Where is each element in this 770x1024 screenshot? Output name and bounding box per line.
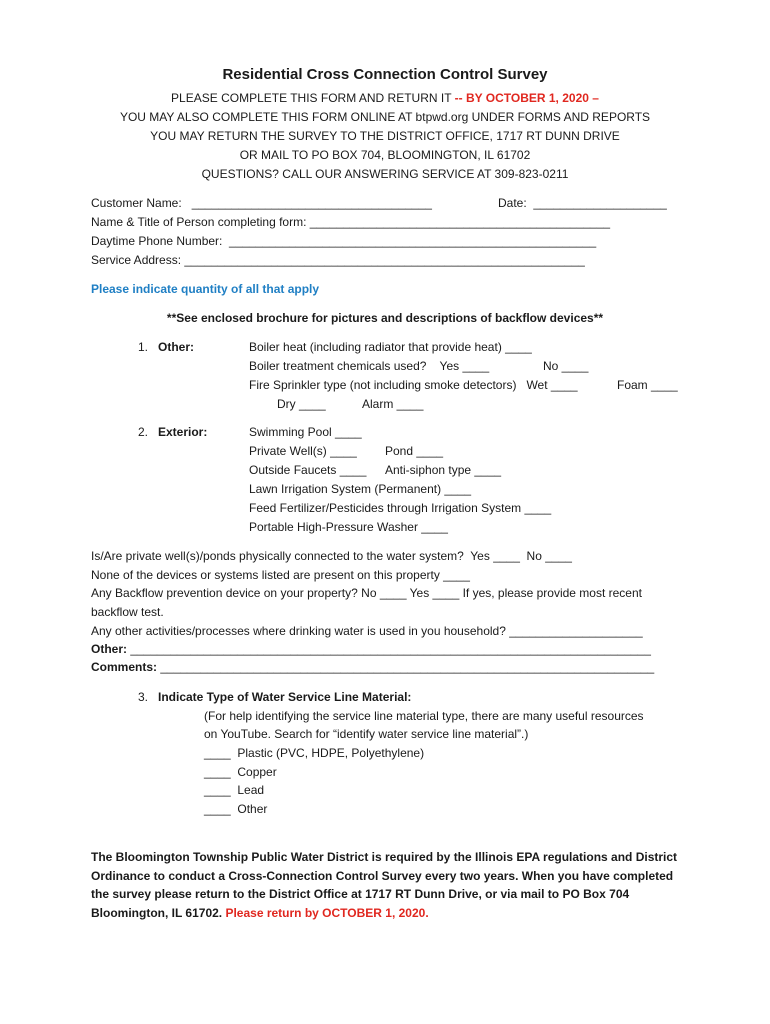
anti-siphon-item[interactable]: Anti-siphon type ____	[385, 463, 502, 477]
address-field[interactable]: Service Address: ____________________________________________________________	[91, 253, 585, 267]
footer-line-4-text: Bloomington, IL 61702.	[91, 905, 226, 920]
footer-paragraph	[91, 848, 691, 922]
other-activities-question[interactable]: Any other activities/processes where drinking water is used in you household? ____________________	[91, 624, 643, 638]
footer-line-4	[91, 904, 691, 923]
material-option-lead[interactable]: ____ Lead	[204, 783, 265, 797]
comments-label: Comments:	[91, 660, 158, 674]
boiler-chemicals-item[interactable]: Boiler treatment chemicals used? Yes ____	[249, 359, 490, 373]
section-2-label: Exterior:	[158, 425, 208, 439]
quantity-instruction: Please indicate quantity of all that apply	[91, 282, 320, 296]
boiler-heat-item[interactable]: Boiler heat (including radiator that provide heat) ____	[249, 340, 532, 354]
private-wells-item[interactable]: Private Well(s) ____	[249, 444, 357, 458]
customer-name-field[interactable]: Customer Name: ____________________________________	[91, 196, 432, 210]
header-line-1-text: PLEASE COMPLETE THIS FORM AND RETURN IT	[171, 91, 455, 105]
backflow-device-question[interactable]: Any Backflow prevention device on your property? No ____ Yes ____ If yes, please provide most recent	[91, 586, 642, 600]
section-2-number: 2.	[138, 425, 149, 439]
lawn-irrigation-item[interactable]: Lawn Irrigation System (Permanent) ____	[249, 482, 472, 496]
fire-sprinkler-item[interactable]: Fire Sprinkler type (not including smoke detectors) Wet ____	[249, 378, 578, 392]
fire-sprinkler-foam[interactable]: Foam ____	[617, 378, 678, 392]
name-title-field[interactable]: Name & Title of Person completing form: _____________________________________________	[91, 215, 611, 229]
date-field[interactable]: Date: ____________________	[498, 196, 667, 210]
page-title: Residential Cross Connection Control Survey	[222, 66, 548, 83]
other-field[interactable]	[91, 641, 651, 657]
section-3-help-1: (For help identifying the service line material type, there are many useful resources	[204, 709, 644, 723]
well-connection-question[interactable]: Is/Are private well(s)/ponds physically connected to the water system? Yes ____ No ____	[91, 549, 572, 563]
header-line-4: OR MAIL TO PO BOX 704, BLOOMINGTON, IL 61702	[239, 148, 531, 162]
comments-line[interactable]: __________________________________________________________________________	[157, 660, 655, 674]
header-line-3: YOU MAY RETURN THE SURVEY TO THE DISTRICT OFFICE, 1717 RT DUNN DRIVE	[150, 129, 620, 143]
section-3-help-2: on YouTube. Search for “identify water service line material”.)	[204, 727, 529, 741]
material-option-other[interactable]: ____ Other	[204, 802, 268, 816]
section-1-label: Other:	[158, 340, 194, 354]
phone-field[interactable]: Daytime Phone Number: _______________________________________________________	[91, 234, 597, 248]
footer-deadline-text: Please return by OCTOBER 1, 2020.	[225, 905, 429, 920]
header-line-2: YOU MAY ALSO COMPLETE THIS FORM ONLINE AT btpwd.org UNDER FORMS AND REPORTS	[119, 110, 651, 124]
header-line-5: QUESTIONS? CALL OUR ANSWERING SERVICE AT 309-823-0211	[201, 167, 569, 181]
pressure-washer-item[interactable]: Portable High-Pressure Washer ____	[249, 520, 448, 534]
section-1-number: 1.	[138, 340, 149, 354]
fire-sprinkler-dry[interactable]: Dry ____	[277, 397, 326, 411]
header-line-1	[0, 90, 770, 106]
swimming-pool-item[interactable]: Swimming Pool ____	[249, 425, 362, 439]
other-label: Other:	[91, 642, 127, 656]
none-present-question[interactable]: None of the devices or systems listed are present on this property ____	[91, 568, 470, 582]
material-option-plastic[interactable]: ____ Plastic (PVC, HDPE, Polyethylene)	[204, 746, 425, 760]
backflow-test-text: backflow test.	[91, 605, 164, 619]
comments-field[interactable]	[91, 659, 654, 675]
feed-fertilizer-item[interactable]: Feed Fertilizer/Pesticides through Irrigation System ____	[249, 501, 552, 515]
footer-line-1: The Bloomington Township Public Water District is required by the Illinois EPA regulations and District	[91, 850, 678, 864]
pond-item[interactable]: Pond ____	[385, 444, 444, 458]
footer-line-2: Ordinance to conduct a Cross-Connection Control Survey every two years. When you have completed	[91, 868, 674, 883]
material-option-copper[interactable]: ____ Copper	[204, 765, 277, 779]
section-3-label: Indicate Type of Water Service Line Material:	[158, 690, 412, 704]
brochure-note: **See enclosed brochure for pictures and descriptions of backflow devices**	[166, 311, 604, 325]
outside-faucets-item[interactable]: Outside Faucets ____	[249, 463, 367, 477]
deadline-text: -- BY OCTOBER 1, 2020 –	[454, 91, 599, 105]
fire-sprinkler-alarm[interactable]: Alarm ____	[362, 397, 424, 411]
footer-line-3: the survey please return to the District Office at 1717 RT Dunn Drive, or via mail to PO Box 704	[91, 887, 630, 901]
section-3-number: 3.	[138, 690, 149, 704]
other-line[interactable]: ______________________________________________________________________________	[127, 642, 651, 656]
boiler-chemicals-no[interactable]: No ____	[543, 359, 589, 373]
